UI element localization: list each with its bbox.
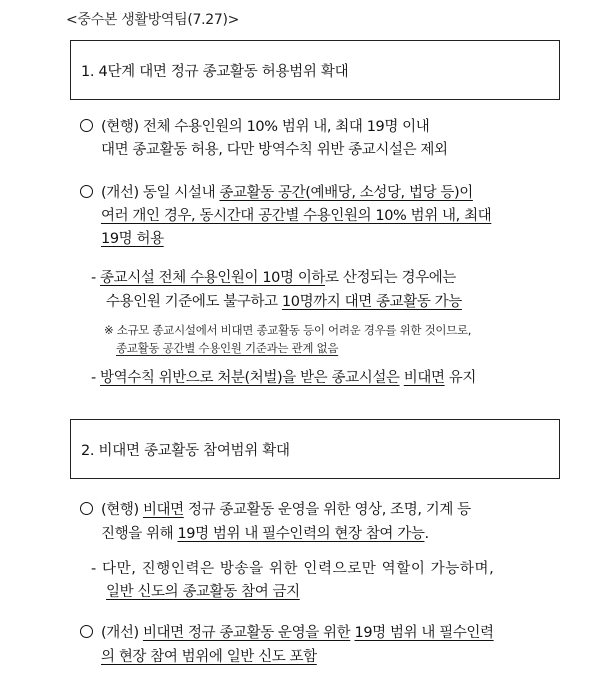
s2-dash-item-line-2: 일반 신도의 종교활동 참여 금지 (106, 584, 300, 600)
s1-dash-item-1-line-1: - 종교시설 전체 수용인원이 10명 이하로 산정되는 경우에는 (91, 270, 456, 286)
s2-dash-item-line-1: - 다만, 진행인력은 방송을 위한 인력으로만 역할이 가능하며, (91, 561, 495, 577)
s1-dash-item-1-line-2: 수용인원 기준에도 불구하고 10명까지 대면 종교활동 가능 (106, 294, 462, 310)
s1-improved-line-3: 19명 허용 (101, 231, 164, 247)
section-2-title-box (70, 419, 560, 479)
section-1-title-box (70, 40, 560, 100)
circle-bullet-icon (80, 502, 93, 515)
note-line-2: 종교활동 공간별 수용인원 기준과는 관계 없음 (116, 341, 339, 355)
circle-bullet-icon (80, 119, 93, 132)
s2-improved-line-2: 의 현장 참여 범위에 일반 신도 포함 (101, 649, 317, 665)
s1-current-line-2: 대면 종교활동 허용, 다만 방역수칙 위반 종교시설은 제외 (101, 142, 448, 158)
s2-improved-line-1: (개선) 비대면 정규 종교활동 운영을 위한 19명 범위 내 필수인력 (80, 623, 494, 643)
s2-current-line-1: (현행) 비대면 정규 종교활동 운영을 위한 영상, 조명, 기계 등 (80, 500, 471, 520)
s1-dash-item-2: - 방역수칙 위반으로 처분(처벌)을 받은 종교시설은 비대면 유지 (91, 370, 477, 386)
document-header: <중수본 생활방역팀(7.27)> (66, 12, 240, 28)
s1-improved-line-1: (개선) 동일 시설내 종교활동 공간(예배당, 소성당, 법당 등)이 (80, 183, 473, 203)
s1-current-line-1: (현행) 전체 수용인원의 10% 범위 내, 최대 19명 이내 (80, 117, 429, 137)
s1-improved-line-2: 여러 개인 경우, 동시간대 공간별 수용인원의 10% 범위 내, 최대 (101, 208, 492, 224)
section-1-title: 1. 4단계 대면 정규 종교활동 허용범위 확대 (81, 63, 349, 80)
s2-current-line-2: 진행을 위해 19명 범위 내 필수인력의 현장 참여 가능. (101, 526, 429, 542)
note-line-1: ※ 소규모 종교시설에서 비대면 종교활동 등이 어려운 경우를 위한 것이므로, (104, 323, 472, 337)
section-2-title: 2. 비대면 종교활동 참여범위 확대 (81, 442, 290, 459)
circle-bullet-icon (80, 625, 93, 638)
circle-bullet-icon (80, 185, 93, 198)
